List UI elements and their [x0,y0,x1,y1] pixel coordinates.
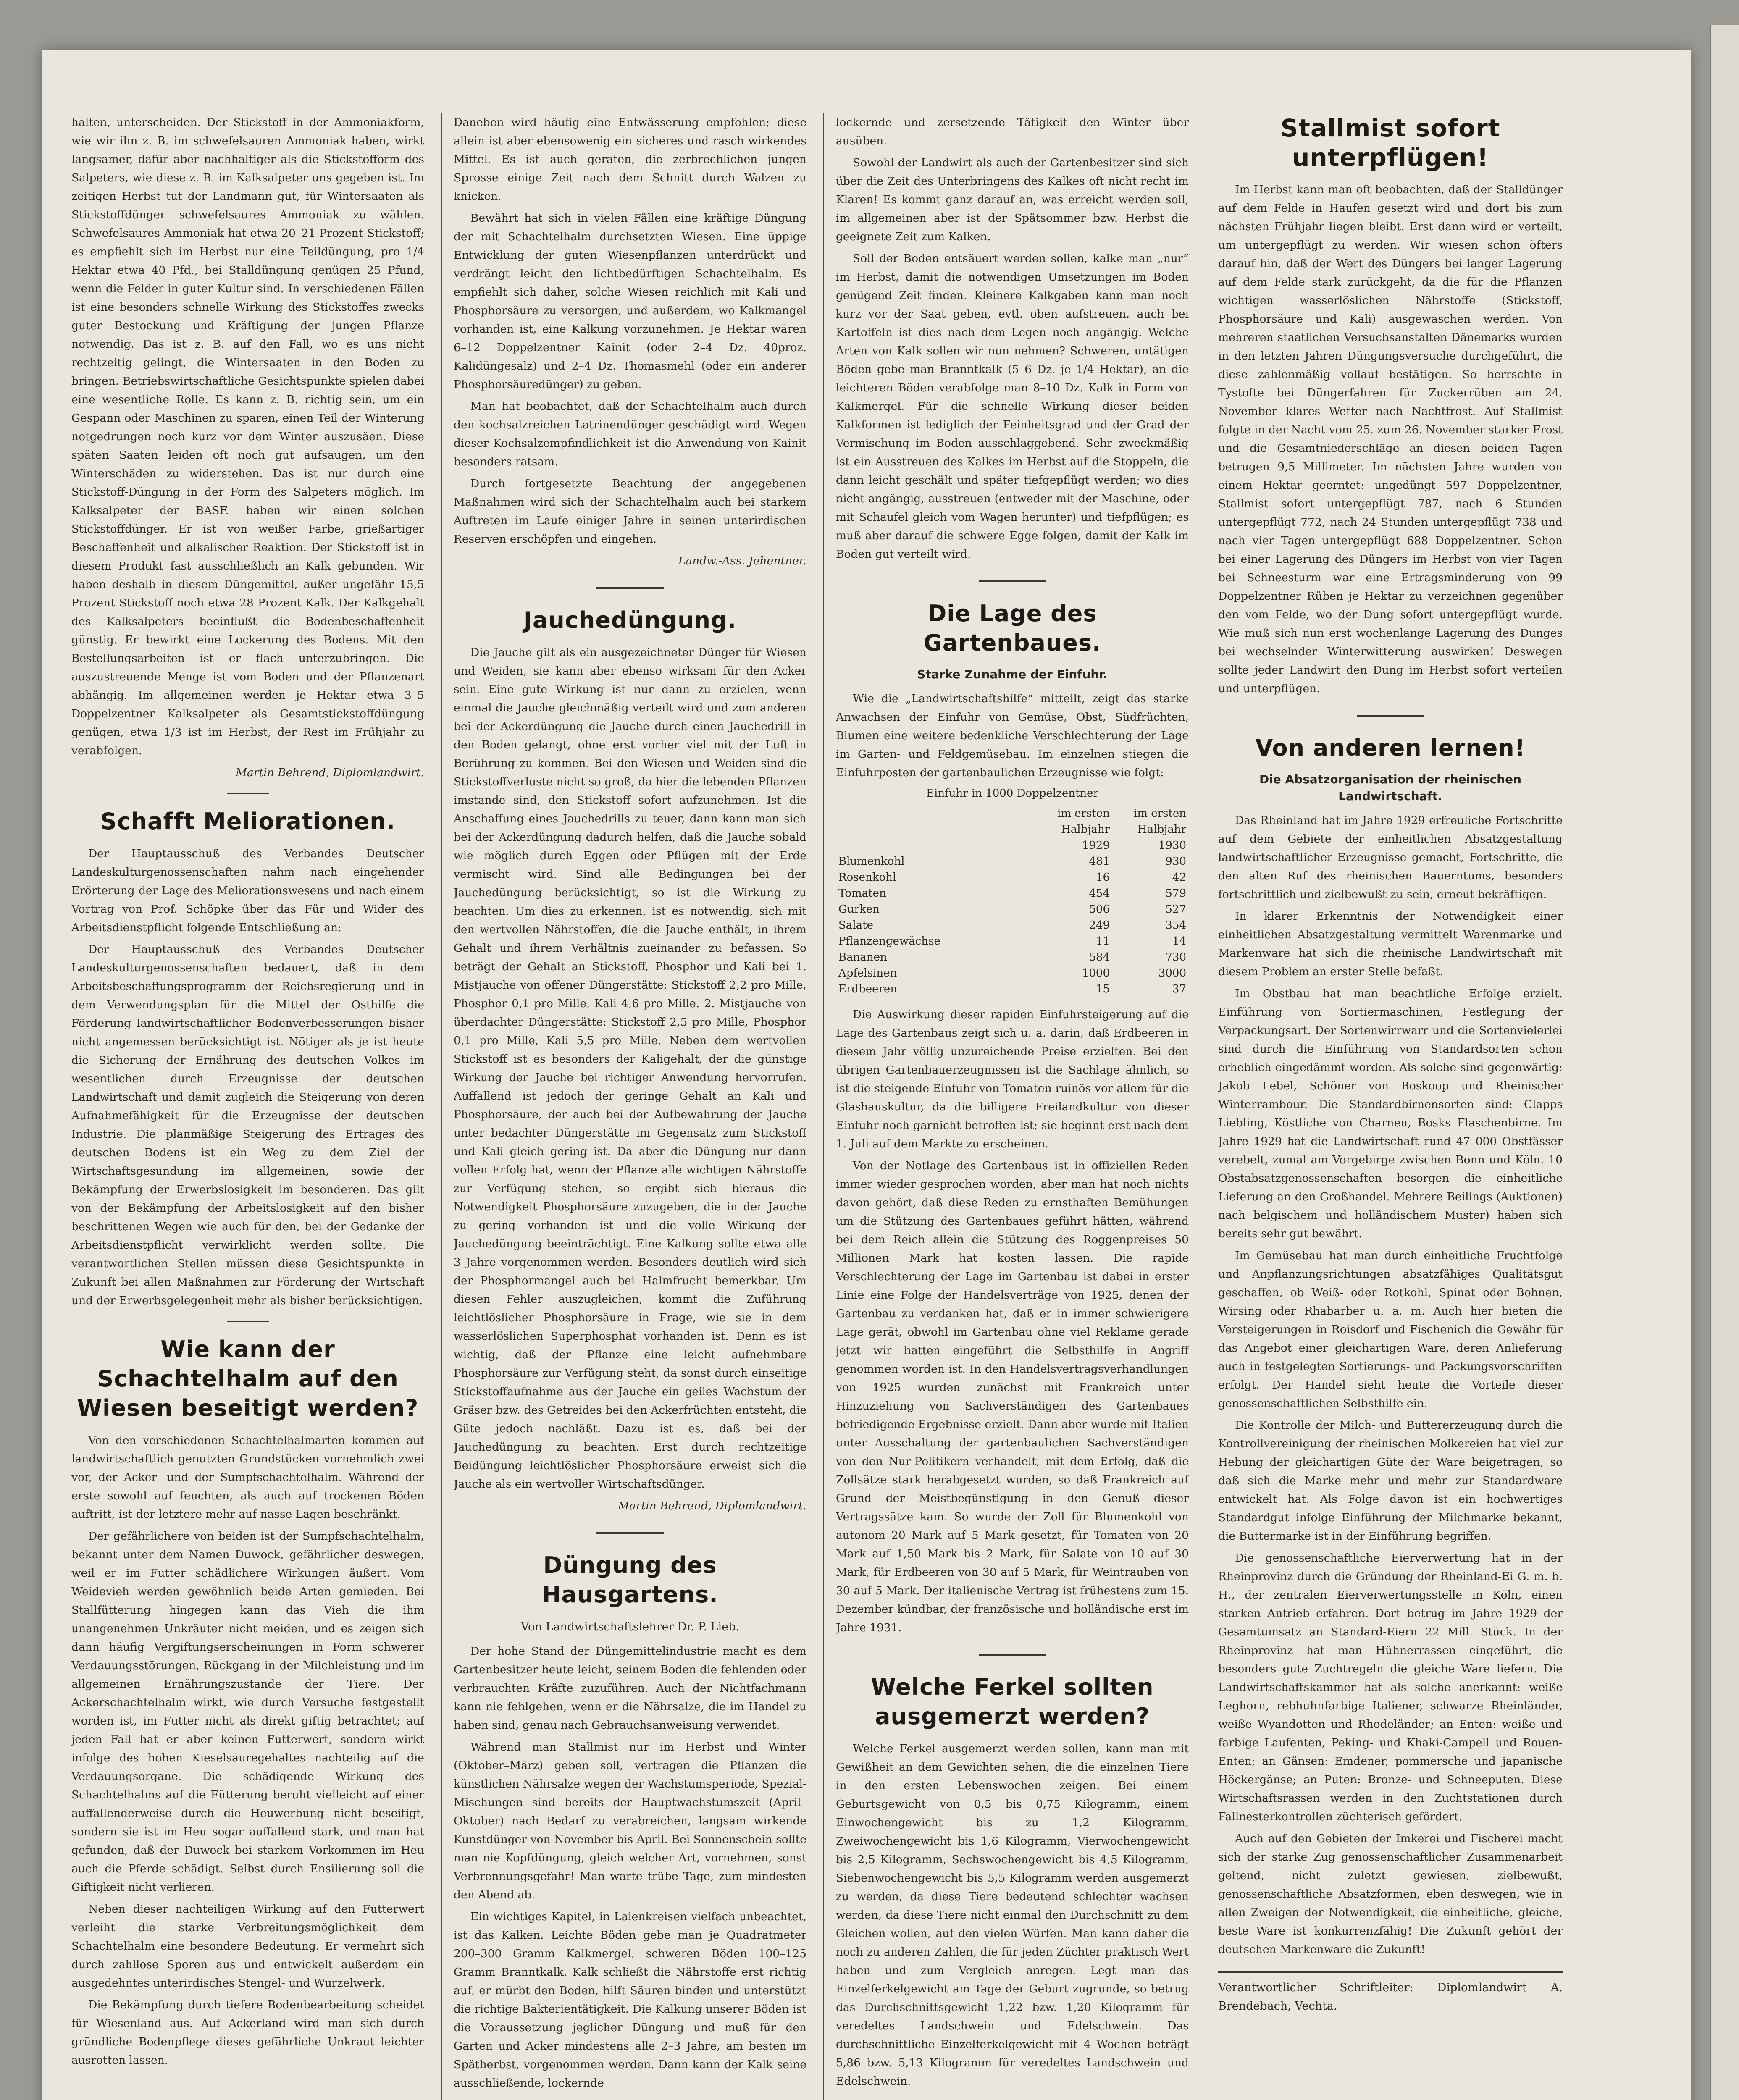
table-header-cell: im ersten [1134,807,1186,820]
table-cell-product: Apfelsinen [838,967,897,979]
article-paragraph: Der Hauptausschuß des Verbandes Deutscher Landeskulturgenossenschaften nahm nach eingehender Erörterung der Lage des Meliorationswesens und nach einem Vortrag von Prof. Schöpke über das Für und Wider des Arbeitsdienstpflicht folgende Entschließung an: [71,847,424,934]
article-subheadline: Starke Zunahme der Einfuhr. [917,667,1108,681]
column-4 [1218,113,1563,2100]
article-paragraph: Der Hauptausschuß des Verbandes Deutscher Landeskulturgenossenschaften bedauert, daß in dem Arbeitsbeschaffungsprogramm der Reichsregierung und in dem Verwendungsplan für die Mittel der Osthilfe die Förderung landwirtschaftlicher Bodenverbesserungen bisher nicht angemessen berücksichtigt ist. Nötiger als je ist heute die Sicherung der Ernährung des deutschen Volkes im wesentlichen durch Erzeugnisse der deutschen Landwirtschaft und damit zugleich die Steigerung von deren Aufnahmefähigkeit für die Erzeugnisse der deutschen Industrie. Die planmäßige Steigerung des Ertrages des deutschen Bodens ist ein Weg zu dem Ziel der Wirtschaftsgesundung im allgemeinen, sowie der Bekämpfung der Erwerbslosigkeit im besonderen. Das gilt von der Bekämpfung der Arbeitslosigkeit auf den bisher beschrittenen Wegen wie auch für den, bei der Gedanke der Arbeitsdienstpflicht verwirklicht werden sollte. Die verantwortlichen Stellen müssen diese Gesichtspunkte in Zukunft bei allen Maßnahmen zur Förderung der Wirtschaft und der Erwerbsgelegenheit mehr als bisher berücksichtigen. [71,943,424,1307]
article-paragraph: Während man Stallmist nur im Herbst und Winter (Oktober–März) geben soll, vertragen die Pflanzen die künstlichen Nährsalze wegen der Wachstumsperiode, Spezial-Mischungen sind bereits der Hauptwachstumszeit (April–Oktober) nach Bedarf zu verabreichen, langsam wirkende Kunstdünger von November bis April. Bei Sonnenschein sollte man nie Kopfdüngung, gleich welcher Art, vornehmen, sonst Verbrennungsgefahr! Man warte trübe Tage, zum mindesten den Abend ab. [454,1740,806,1901]
article-paragraph: Durch fortgesetzte Beachtung der angegebenen Maßnahmen wird sich der Schachtelhalm auch bei starkem Auftreten im Laufe einiger Jahre in seinen unterirdischen Reserven erschöpfen und eingehen. [454,477,806,546]
import-table-grid [836,806,1189,997]
author-signature: Martin Behrend, Diplomlandwirt. [617,1499,806,1512]
table-row [836,949,1189,965]
section-divider [1357,715,1424,717]
table-cell-product: Erdbeeren [838,983,898,995]
column-rule [823,113,824,2100]
article-paragraph: Man hat beobachtet, daß der Schachtelhalm auch durch den kochsalzreichen Latrinendünger geschädigt wird. Wegen dieser Kochsalzempfindlichkeit ist die Anwendung von Kainit besonders ratsam. [454,400,806,468]
article-paragraph: Sowohl der Landwirt als auch der Gartenbesitzer sind sich über die Zeit des Unterbringens des Kalkes oft nicht recht im Klaren! Es kommt ganz darauf an, was erreicht werden soll, im allgemeinen aber ist der Spätsommer bzw. Herbst die geeignete Zeit zum Kalken. [836,156,1189,243]
table-cell-1930: 42 [1172,871,1186,884]
table-cell-product: Gurken [838,903,880,916]
table-row [836,981,1189,997]
table-row [836,885,1189,901]
table-cell-1930: 527 [1165,903,1186,916]
table-row [836,933,1189,949]
table-cell-1929: 481 [1089,855,1110,868]
article-paragraph: Im Gemüsebau hat man durch einheitliche Fruchtfolge und Anpflanzungsrichtungen absatzfähiges Qualitätsgut geschaffen, ob Weiß- oder Rotkohl, Spinat oder Bohnen, Wirsing oder Rhabarber u. a. m. Auch hier bieten die Versteigerungen in Roisdorf und Fischenich die Gewähr für das Angebot einer gleichartigen Ware, deren Anlieferung auch in festgelegten Sortierungs- und Packungsvorschriften erfolgt. Der Handel sieht heute die Vorteile dieser genossenschaftlichen Selbsthilfe ein. [1218,1249,1563,1410]
article-headline: Schafft Meliorationen. [100,808,396,835]
article-paragraph: Die Bekämpfung durch tiefere Bodenbearbeitung scheidet für Wiesenland aus. Auf Ackerland wird man sich durch gründliche Bodenpflege dieses gefährliche Unkraut leichter ausrotten lassen. [71,1998,424,2067]
article-continuation: halten, unterscheiden. Der Stickstoff in der Ammoniakform, wie wir ihn z. B. im schwefelsauren Ammoniak haben, wirkt langsamer, dafür aber nachhaltiger als die Stickstofform des Salpeters, wie diese z. B. im Kalksalpeter uns gegeben ist. Im zeitigen Herbst tut der Landmann gut, für Wintersaaten als Stickstoffdünger schwefelsaures Ammoniak zu wählen. Schwefelsaures Ammoniak hat etwa 20–21 Prozent Stickstoff; es empfiehlt sich im Herbst nur eine Teildüngung, pro 1/4 Hektar etwa 40 Pfd., bei Stalldüngung genügen 25 Pfund, wenn die Felder in guter Kultur sind. In verschiedenen Fällen ist eine besonders schnelle Wirkung des Stickstoffes zwecks guter Bestockung und Kräftigung der jungen Pflanze notwendig. Das ist z. B. auf den Fall, wo es uns nicht rechtzeitig gelingt, die Wintersaaten in den Boden zu bringen. Betriebswirtschaftliche Gesichtspunkte spielen dabei eine wesentliche Rolle. Es kann z. B. richtig sein, um ein Gespann oder Maschinen zu sparen, einen Teil der Winterung notgedrungen noch kurz vor dem Winter auszusäen. Diese späten Saaten leiden oft noch gut aufsaugen, um den Winterschäden zu widerstehen. Das ist nur durch eine Stickstoff-Düngung in der Form des Salpeters möglich. Im Kalksalpeter der BASF. haben wir einen solchen Stickstoffdünger. Er ist von weißer Farbe, grießartiger Beschaffenheit und alkalischer Reaktion. Der Stickstoff ist in diesem Produkt fast ausschließlich an Kalk gebunden. Wir haben deshalb in diesem Düngemittel, außer ungefähr 15,5 Prozent Stickstoff noch etwa 28 Prozent Kalk. Der Kalkgehalt des Kalksalpeters beeinflußt die Bodenbeschaffenheit günstig. Er bewirkt eine Lockerung des Bodens. Mit den Bestellungsarbeiten ist er flach unterzubringen. Die auszustreuende Menge ist vom Boden und der Pflanzenart abhängig. Im allgemeinen werden je Hektar etwa 3–5 Doppelzentner Kalksalpeter als Gesamtstickstoffdüngung genügen, etwa 1/3 ist im Herbst, der Rest im Frühjahr zu verabfolgen. [71,116,424,757]
article-paragraph: Das Rheinland hat im Jahre 1929 erfreuliche Fortschritte auf dem Gebiete der einheitlichen Absatzgestaltung landwirtschaftlicher Erzeugnisse gemacht, Fortschritte, die den alten Ruf des rheinischen Bauerntums, besonders fortschrittlich und zielbewußt zu sein, erneut bekräftigen. [1218,814,1563,901]
section-divider [227,793,269,794]
table-title: Einfuhr in 1000 Doppelzentner [926,787,1098,800]
article-paragraph: Wie die „Landwirtschaftshilfe“ mitteilt, zeigt das starke Anwachsen der Einfuhr von Gemüse, Obst, Südfrüchten, Blumen eine weitere bedenkliche Verschlechterung der Lage im Garten- und Feldgemüsebau. Im einzelnen stiegen die Einfuhrposten der gartenbaulichen Erzeugnisse wie folgt: [836,692,1189,779]
column-rule [441,113,442,2100]
section-divider [979,1654,1046,1656]
article-byline: Von Landwirtschaftslehrer Dr. P. Lieb. [520,1620,739,1633]
article-headline: Welche Ferkel sollten ausgemerzt werden? [871,1674,1154,1730]
table-header-cell: Halbjahr 1929 [1061,823,1110,852]
table-cell-1929: 249 [1089,919,1110,932]
article-headline: Wie kann der Schachtelhalm auf den Wiesen beseitigt werden? [77,1336,419,1421]
article-continuation: Daneben wird häufig eine Entwässerung empfohlen; diese allein ist aber ebensowenig ein sicheres und rasch wirkendes Mittel. Es ist auch geraten, die zerbrechlichen jungen Sprosse einige Zeit nach dem Schnitt durch Walzen zu knicken. [454,116,806,203]
article-paragraph: Auch auf den Gebieten der Imkerei und Fischerei macht sich der starke Zug genossenschaftlicher Zusammenarbeit geltend, nicht zuletzt gewiesen, zielbewußt, genossenschaftliche Absatzformen, eben deswegen, wie in allen Zweigen der Notwendigkeit, die einheitliche, gleiche, beste Ware ist konkurrenzfähig! Die Zukunft gehört der deutschen Markenware die Zukunft! [1218,1832,1563,1956]
article-paragraph: Von der Notlage des Gartenbaus ist in offiziellen Reden immer wieder gesprochen worden, aber man hat noch nichts davon gehört, daß diese Reden zu ernsthaften Bemühungen um die Stützung des Gartenbaues geführt hätten, während bei dem Reich allein die Stützung des Roggenpreises 50 Millionen Mark hat kosten lassen. Die rapide Verschlechterung der Lage im Gartenbau ist dabei in erster Linie eine Folge der Handelsverträge von 1925, denen der Gartenbau zu verdanken hat, daß er in immer schwierigere Lage gerät, obwohl im Gartenbau ohne viel Reklame gerade jetzt wir hatten eingeführt die Selbsthilfe in Angriff genommen worden ist. In den Handelsvertragsverhandlungen von 1925 wurden zunächst mit Frankreich unter Hinzuziehung von Sachverständigen des Gartenbaues befriedigende Ergebnisse erzielt. Dann aber wurde mit Italien unter Ausschaltung der gartenbaulichen Sachverständigen von den Nur-Politikern verhandelt, mit dem Erfolg, daß die Zollsätze stark herabgesetzt wurden, so daß Frankreich auf Grund der Meistbegünstigung in den Genuß dieser Vertragssätze kam. So wurde der Zoll für Blumenkohl von autonom 20 Mark auf 5 Mark gesetzt, für Tomaten von 20 Mark auf 1,50 Mark bis 2 Mark, für Salate von 10 auf 30 Mark, für Erdbeeren von 30 auf 5 Mark, für Weintrauben von 30 auf 5 Mark. Der italienische Vertrag ist frühestens zum 15. Dezember kündbar, der französische und holländische erst im Jahre 1931. [836,1159,1189,1634]
table-header-cell: Halbjahr 1930 [1137,823,1186,852]
article-columns [71,113,1563,2100]
author-signature: Martin Behrend, Diplomlandwirt. [235,766,424,779]
author-signature: Landw.-Ass. Jehentner. [678,554,806,567]
section-divider [596,587,664,589]
table-cell-1929: 454 [1089,887,1110,900]
table-cell-1929: 11 [1095,935,1110,948]
article-paragraph: Im Herbst kann man oft beobachten, daß der Stalldünger auf dem Felde in Haufen gesetzt wird und dort bis zum nächsten Frühjahr liegen bleibt. Erst dann wird er verteilt, um untergepflügt zu werden. Wir wiesen schon öfters darauf hin, daß der Wert des Düngers bei langer Lagerung auf dem Felde stark zurückgeht, da die für die Pflanzen wichtigen wasserlöslichen Nährstoffe (Stickstoff, Phosphorsäure und Kali) ausgewaschen werden. Von mehreren staatlichen Versuchsanstalten Dänemarks wurden in den letzten Jahren Düngungsversuche durchgeführt, die diese zahlenmäßig vollauf bestätigen. So herrschte in Tystofte bei Düngerfahren für Zuckerrüben am 24. November klares Wetter nach Nachtfrost. Auf Stallmist folgte in der Nacht vom 25. zum 26. November starker Frost und die Gesamtniederschläge an diesen beiden Tagen betrugen 9,5 Millimeter. Im nächsten Jahre wurden von einem Hektar geerntet: ungedüngt 597 Doppelzentner, Stallmist sofort untergepflügt 787, nach 6 Stunden untergepflügt 772, nach 24 Stunden untergepflügt 738 und nach vier Tagen untergepflügt 688 Doppelzentner. Schon bei einer Lagerung des Düngers im Herbst von vier Tagen bei Schneesturm war eine Ertragsminderung von 99 Doppelzentner Rüben je Hektar zu verzeichnen gegenüber den vom Felde, wo der Dung sofort untergepflügt wurde. Wie muß sich nun erst wochenlange Lagerung des Dunges bei wechselnder Winterwitterung auswirken! Deswegen sollte jeder Landwirt den Dung im Herbst sofort verteilen und unterpflügen. [1218,183,1563,695]
article-continuation: lockernde und zersetzende Tätigkeit den Winter über ausüben. [836,116,1189,147]
article-headline: Jauchedüngung. [523,607,737,633]
table-cell-product: Blumenkohl [838,855,905,868]
table-cell-1929: 16 [1095,871,1110,884]
table-row [836,917,1189,933]
article-paragraph: Der hohe Stand der Düngemittelindustrie macht es dem Gartenbesitzer heute leicht, seinem Boden die fehlenden oder verbrauchten Kräfte zuzuführen. Auch der Nichtfachmann kann nie fehlgehen, wenn er die Nährsalze, die im Handel zu haben sind, genau nach Gebrauchsanweisung verwendet. [454,1645,806,1732]
article-paragraph: Soll der Boden entsäuert werden sollen, kalke man „nur“ im Herbst, damit die notwendigen Umsetzungen im Boden genügend Zeit finden. Kleinere Kalkgaben kann man noch kurz vor der Saat geben, evtl. oben aufstreuen, auch bei Kartoffeln ist dies nach dem Legen noch angängig. Welche Arten von Kalk sollen wir nun nehmen? Schweren, untätigen Böden gebe man Branntkalk (5–6 Dz. je 1/4 Hektar), an die leichteren Böden verabfolge man 8–10 Dz. Kalk in Form von Kalkmergel. Für die schnelle Wirkung dieser beiden Kalkformen ist lediglich der Feinheitsgrad und der Grad der Vermischung im Boden ausschlaggebend. Sehr zweckmäßig ist ein Ausstreuen des Kalkes im Herbst auf die Stoppeln, die dann leicht geschält und später tiefgepflügt werden; wo dies nicht angängig, ausstreuen (entweder mit der Maschine, oder mit Schaufel gleich vom Wagen herunter) und tiefpflügen; es muß aber darauf die schwere Egge folgen, damit der Kalk im Boden gut verteilt wird. [836,252,1189,561]
article-paragraph: Ein wichtiges Kapitel, in Laienkreisen vielfach unbeachtet, ist das Kalken. Leichte Böden gebe man je Quadratmeter 200–300 Gramm Kalkmergel, schweren Böden 100–125 Gramm Branntkalk. Kalk schließt die Nährstoffe erst richtig auf, er mürbt den Boden, hilft Säuren binden und unterstützt die richtige Bakterientätigkeit. Die Kalkung unserer Böden ist die Voraussetzung jeglicher Düngung und muß für den Garten und Acker mindestens alle 2–3 Jahre, am besten im Spätherbst, vorgenommen werden. Dann kann der Kalk seine ausschließende, lockernde [454,1910,806,2090]
article-headline: Stallmist sofort unterpflügen! [1280,114,1500,172]
table-cell-1929: 15 [1095,983,1110,995]
table-cell-1930: 730 [1165,951,1186,963]
table-cell-1929: 506 [1089,903,1110,916]
table-cell-1930: 354 [1165,919,1186,932]
table-header-row [836,822,1189,853]
table-cell-product: Rosenkohl [838,871,896,884]
article-paragraph: Welche Ferkel ausgemerzt werden sollen, kann man mit Gewißheit an dem Gewichten sehen, die die einzelnen Tiere in den ersten Lebenswochen zeigen. Bei einem Geburtsgewicht von 0,5 bis 0,75 Kilogramm, einem Einwochengewicht bis zu 1,2 Kilogramm, Zweiwochengewicht bis 1,6 Kilogramm, Vierwochengewicht bis 2,5 Kilogramm, Sechswochengewicht bis 4,5 Kilogramm, Siebenwochengewicht bis 5,5 Kilogramm werden ausgemerzt zu werden, da diese Tiere bedeutend schlechter wachsen werden, da diese Tiere nicht einmal den Durchschnitt zu dem Gleichen wollen, auf den vielen Würfen. Man kann daher die noch zu anderen Zahlen, die für jeden Züchter praktisch Wert haben und zum Vergleich anregen. Legt man das Einzelferkelgewicht am Tage der Geburt zugrunde, so betrug das Durchschnittsgewicht 1,22 bzw. 1,20 Kilogramm für veredeltes Landschwein und Edelschwein. Das durchschnittliche Einzelferkelgewicht mit 4 Wochen beträgt 5,86 bzw. 5,13 Kilogramm für veredeltes Landschwein und Edelschwein. [836,1742,1189,2088]
table-header-row [836,806,1189,822]
article-headline: Von anderen lernen! [1255,735,1526,761]
adjacent-page-edge [1710,25,1739,2100]
article-subheadline: Die Absatzorganisation der rheinischen Landwirtschaft. [1259,772,1522,803]
table-cell-1930: 14 [1172,935,1186,948]
table-row [836,965,1189,981]
table-row [836,901,1189,917]
article-paragraph: Die Auswirkung dieser rapiden Einfuhrsteigerung auf die Lage des Gartenbaus zeigt sich u. a. darin, daß Erdbeeren in diesem Jahr völlig unzureichende Preise erzielten. Bei den übrigen Gartenbauerzeugnissen ist die Sachlage ähnlich, so ist die steigende Einfuhr von Tomaten ruinös vor allem für die Glashauskultur, da die billigere Freilandkultur von dieser Einfuhr noch garnicht betroffen ist; sie beginnt erst nach dem 1. Juli auf dem Markte zu erscheinen. [836,1008,1189,1150]
article-paragraph: Bewährt hat sich in vielen Fällen eine kräftige Düngung der mit Schachtelhalm durchsetzten Wiesen. Eine üppige Entwicklung der guten Wiesenpflanzen unterdrückt und verdrängt leicht den lichtbedürftigen Schachtelhalm. Es empfiehlt sich daher, solche Wiesen reichlich mit Kali und Phosphorsäure zu versorgen, und außerdem, wo Kalkmangel vorhanden ist, eine Kalkung vorzunehmen. Je Hektar wären 6–12 Doppelzentner Kainit (oder 2–4 Dz. 40proz. Kalidüngesalz) und 2–4 Dz. Thomasmehl (oder ein anderer Phosphorsäuredünger) zu geben. [454,212,806,391]
section-divider [596,1532,664,1534]
column-1 [71,113,424,2100]
editor-imprint: Verantwortlicher Schriftleiter: Diplomlandwirt A. Brendebach, Vechta. [1218,1971,1563,2016]
table-header-cell: im ersten [1057,807,1110,820]
table-cell-product: Pflanzengewächse [838,935,940,948]
table-cell-1929: 1000 [1082,967,1110,979]
section-divider [979,580,1046,582]
table-row [836,869,1189,885]
article-paragraph: Von den verschiedenen Schachtelhalmarten kommen auf landwirtschaftlich genutzten Grundstücken vornehmlich zwei vor, der Acker- und der Sumpfschachtelhalm. Während der erste sowohl auf feuchten, als auch auf trockenen Böden auftritt, ist der letztere mehr auf nasse Lagen beschränkt. [71,1434,424,1521]
article-paragraph: Die genossenschaftliche Eierverwertung hat in der Rheinprovinz durch die Gründung der Rheinland-Ei G. m. b. H., der zentralen Eierverwertungsstelle in Köln, einen starken Antrieb erfahren. Dort betrug im Jahre 1929 der Gesamtumsatz an Standard-Eiern 22 Mill. Stück. In der Rheinprovinz hat man Hühnerrassen eingeführt, die besonders gute Zuchtregeln die gleiche Ware liefern. Die Landwirtschaftskammer hat als solche anerkannt: weiße Leghorn, rebhuhnfarbige Italiener, schwarze Rheinländer, weiße Wyandotten und Rhodeländer; an Enten: weiße und farbige Laufenten, Peking- und Khaki-Campell und Rouen-Enten; an Gänsen: Emdener, pommersche und japanische Höckergänse; an Puten: Bronze- und Schneeputen. Diese Wirtschaftsrassen werden in den Zuchtstationen durch Fallnesterkontrollen züchterisch gefördert. [1218,1551,1563,1823]
article-headline: Die Lage des Gartenbaues. [923,600,1101,656]
column-3 [836,113,1189,2100]
article-headline: Düngung des Hausgartens. [542,1552,718,1608]
column-2 [454,113,806,2100]
table-cell-product: Tomaten [838,887,886,900]
article-paragraph: In klarer Erkenntnis der Notwendigkeit einer einheitlichen Absatzgestaltung vermittelt Warenmarke und Markenware hat sich die rheinische Landwirtschaft mit diesem Problem an erster Stelle befaßt. [1218,910,1563,978]
import-table [836,785,1189,997]
article-paragraph: Die Jauche gilt als ein ausgezeichneter Dünger für Wiesen und Weiden, sie kann aber ebenso wirksam für den Acker sein. Eine gute Wirkung ist nur dann zu erzielen, wenn einmal die Jauche gleichmäßig verteilt wird und zum anderen bei der Ackerdüngung die Jauche durch einen Jauchedrill in den Boden gelangt, ohne erst vorher viel mit der Luft in Berührung zu kommen. Bei den Wiesen und Weiden sind die Stickstoffverluste nicht so groß, da hier die lebenden Pflanzen imstande sind, den Stickstoff sofort aufzunehmen. Ist die Anschaffung eines Jauchedrills zu teuer, dann kann man sich bei der Ackerdüngung dadurch helfen, daß die Jauche sobald wie möglich durch Eggen oder Pflügen mit der Erde vermischt wird. Sind alle Bedingungen bei der Jauchedüngung berücksichtigt, so ist die Wirkung zu beachten. Um dies zu erkennen, ist es notwendig, sich mit den wertvollen Nährstoffen, die die Jauche enthält, in ihrem Gehalt und ihrem Verhältnis zueinander zu befassen. So beträgt der Gehalt an Stickstoff, Phosphor und Kali bei 1. Mistjauche von offener Düngerstätte: Stickstoff 2,2 pro Mille, Phosphor 0,1 pro Mille, Kali 4,6 pro Mille. 2. Mistjauche von überdachter Düngerstätte: Stickstoff 2,5 pro Mille, Phosphor 0,1 pro Mille, Kali 5,5 pro Mille. Neben dem wertvollen Stickstoff ist es besonders der Kaligehalt, der die günstige Wirkung der Jauche bei richtiger Anwendung hervorrufen. Auffallend ist jedoch der geringe Gehalt an Kali und Phosphorsäure, der auch bei der Aufbewahrung der Jauche unter bedachter Düngerstätte im Gegensatz zum Stickstoff und Kali gleich gering ist. Da aber die Düngung nur dann vollen Erfolg hat, wenn der Pflanze alle wichtigen Nährstoffe zur Verfügung stehen, so ergibt sich hieraus die Notwendigkeit Phosphorsäure zuzugeben, die in der Jauche zu gering vorhanden ist und die volle Wirkung der Jauchedüngung beeinträchtigt. Eine Kalkung sollte etwa alle 3 Jahre vorgenommen werden. Besonders deutlich wird sich der Phosphormangel auch bei Halmfrucht bemerkbar. Um diesen Fehler auszugleichen, kommt die Zuführung leichtlöslicher Phosphorsäure in Frage, wie sie in dem wasserlöslichen Superphosphat vorhanden ist. Denn es ist wichtig, daß der Pflanze eine leicht aufnehmbare Phosphorsäure zur Verfügung steht, da sonst durch einseitige Stickstoffaufnahme aus der Jauche ein geiles Wachstum der Gräser bzw. des Getreides bei den Ackerfrüchten entsteht, die Güte jedoch nachläßt. Dazu ist es, daß bei der Jauchedüngung zu beachten. Erst durch rechtzeitige Beidüngung leichtlöslicher Phosphorsäure erweist sich die Jauche als ein wertvoller Wirtschaftsdünger. [454,646,806,1491]
table-cell-product: Bananen [838,951,887,963]
table-cell-product: Salate [838,919,873,932]
table-cell-1930: 579 [1165,887,1186,900]
article-paragraph: Die Kontrolle der Milch- und Buttererzeugung durch die Kontrollvereinigung der rheinischen Molkereien hat viel zur Hebung der gleichartigen Güte der Ware beigetragen, so daß sich die Marke mehr und mehr zur Standardware entwickelt hat. Als Folge davon ist ein hochwertiges Standardgut infolge Einführung der Milchmarke bekannt, die Buttermarke ist in der Einführung begriffen. [1218,1419,1563,1543]
table-cell-1929: 584 [1089,951,1110,963]
section-divider [227,1321,269,1322]
article-paragraph: Neben dieser nachteiligen Wirkung auf den Futterwert verleiht die starke Verbreitungsmöglichkeit dem Schachtelhalm eine besondere Bedeutung. Er vermehrt sich durch zahllose Sporen aus und entwickelt außerdem ein ausgedehntes unterirdisches Stengel- und Wurzelwerk. [71,1903,424,1990]
table-cell-1930: 3000 [1158,967,1186,979]
article-paragraph: Der gefährlichere von beiden ist der Sumpfschachtelhalm, bekannt unter dem Namen Duwock, gefährlicher deswegen, weil er im Futter schädlichere Wirkungen äußert. Vom Weidevieh werden gewöhnlich beide Arten gemieden. Bei Stallfütterung hingegen kann das Vieh die ihm unangenehmen Unkräuter nicht meiden, und es zeigen sich dann häufig Vergiftungserscheinungen in Form schwerer Verdauungsstörungen, Rückgang in der Milchleistung und im allgemeinen Ernährungszustande der Tiere. Der Ackerschachtelhalm wirkt, wie durch Versuche festgestellt worden ist, im Futter nicht als direkt giftig betrachtet; auf jeden Fall hat er aber keinen Futterwert, sondern wirkt infolge des hohen Kieselsäuregehaltes nachteilig auf die Verdauungsorgane. Die schädigende Wirkung des Schachtelhalms auf die Fütterung beruht vielleicht auf einer auffallenderweise durch die Heuwerbung nicht beseitigt, sondern sie ist im Heu sogar auffallend stark, und man hat gefunden, daß der Duwock bei starkem Vorkommen im Heu auch die Pferde schädigt. Selbst durch Ensilierung soll die Giftigkeit nicht verlieren. [71,1530,424,1894]
article-paragraph: Im Obstbau hat man beachtliche Erfolge erzielt. Einführung von Sortiermaschinen, Festlegung der Verpackungsart. Der Sortenwirrwarr und die Sortenvielerlei sind durch die Einführung von Standardsorten schon erheblich eingedämmt worden. Als solche sind gegenwärtig: Jakob Lebel, Schöner von Boskoop und Rheinischer Winterrambour. Die Standardbirnensorten sind: Clapps Liebling, Köstliche von Charneu, Bosks Flaschenbirne. Im Jahre 1929 hat die Landwirtschaft rund 47 000 Obstfässer verebelt, zumal am Vorgebirge zwischen Bonn und Köln. 10 Obstabsatzgenossenschaften besorgen die einheitliche Lieferung an den Großhandel. Mehrere Beilings (Auktionen) nach belgischem und holländischem Muster) haben sich bereits sehr gut bewährt. [1218,987,1563,1240]
table-cell-1930: 930 [1165,855,1186,868]
table-row [836,853,1189,869]
table-cell-1930: 37 [1172,983,1186,995]
